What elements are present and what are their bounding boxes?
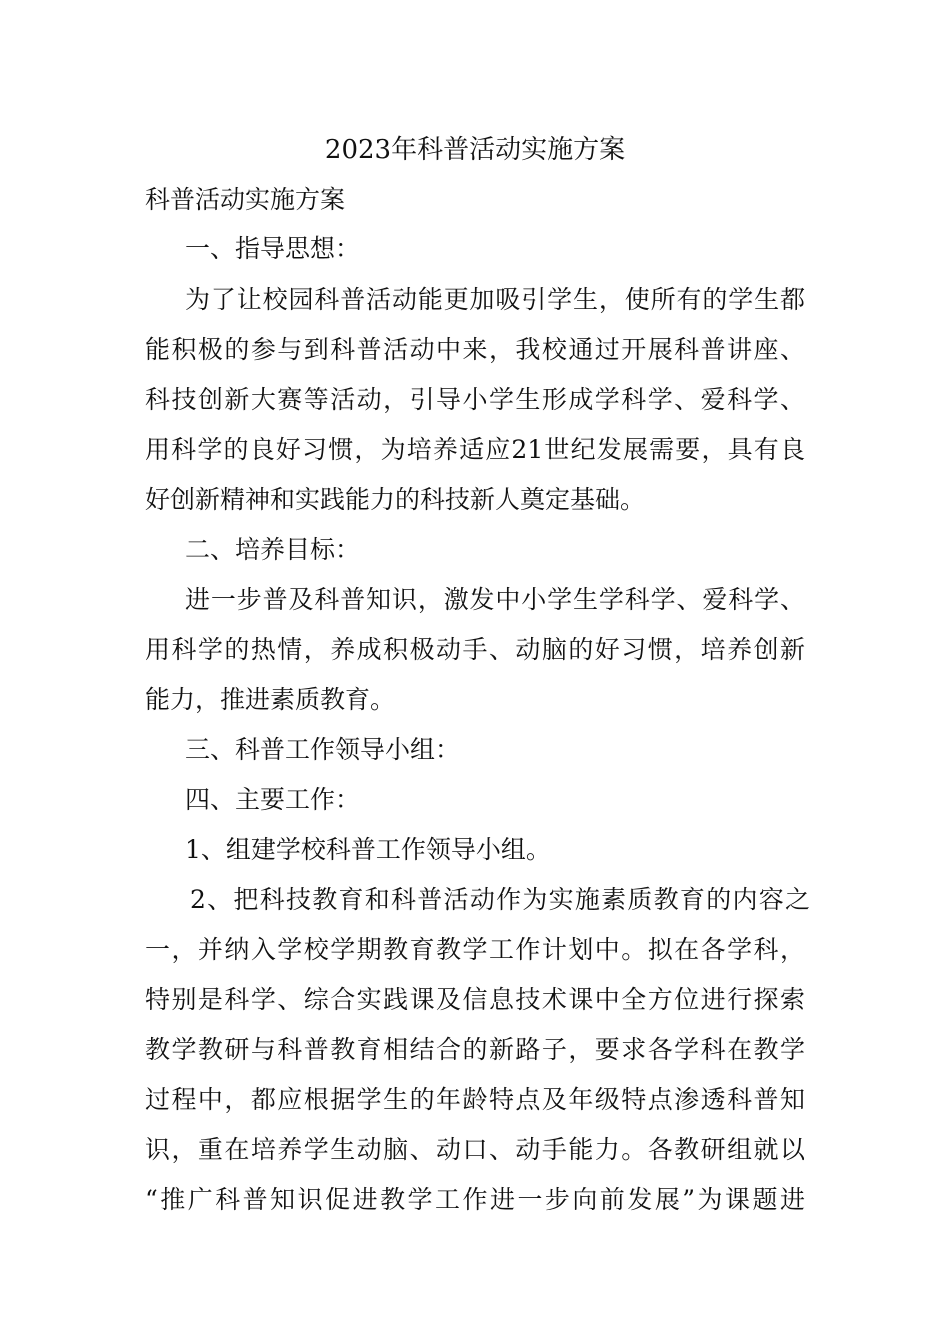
document-title: 2023年科普活动实施方案 (324, 135, 626, 165)
paragraph-line: 好创新精神和实践能力的科技新人奠定基础。 (145, 485, 646, 514)
paragraph-line: 用科学的良好习惯，为培养适应21世纪发展需要，具有良 (145, 435, 805, 464)
list-item: 1、组建学校科普工作领导小组。 (185, 835, 551, 864)
paragraph-line: 一，并纳入学校学期教育教学工作计划中。拟在各学科， (145, 935, 805, 964)
section-heading-main-work: 四、主要工作： (185, 785, 361, 814)
paragraph-line: “推广科普知识促进教学工作进一步向前发展”为课题进 (145, 1185, 805, 1214)
section-heading-guiding-thought: 一、指导思想： (185, 234, 361, 263)
document-subtitle: 科普活动实施方案 (145, 185, 346, 214)
paragraph-line: 科技创新大赛等活动，引导小学生形成学科学、爱科学、 (145, 385, 805, 414)
paragraph-line: 能积极的参与到科普活动中来，我校通过开展科普讲座、 (145, 335, 805, 364)
paragraph-line: 识，重在培养学生动脑、动口、动手能力。各教研组就以 (145, 1135, 805, 1164)
section-heading-training-goals: 二、培养目标： (185, 535, 361, 564)
paragraph-line: 能力，推进素质教育。 (145, 685, 396, 714)
section-heading-leadership-group: 三、科普工作领导小组： (185, 735, 461, 764)
paragraph-line: 用科学的热情，养成积极动手、动脑的好习惯，培养创新 (145, 635, 805, 664)
paragraph-line: 2、把科技教育和科普活动作为实施素质教育的内容之 (190, 885, 810, 914)
paragraph-line: 特别是科学、综合实践课及信息技术课中全方位进行探索 (145, 985, 805, 1014)
paragraph-line: 进一步普及科普知识，激发中小学生学科学、爱科学、 (185, 585, 805, 614)
paragraph-line: 为了让校园科普活动能更加吸引学生，使所有的学生都 (185, 285, 805, 314)
paragraph-line: 教学教研与科普教育相结合的新路子，要求各学科在教学 (145, 1035, 805, 1064)
paragraph-line: 过程中，都应根据学生的年龄特点及年级特点渗透科普知 (145, 1085, 805, 1114)
